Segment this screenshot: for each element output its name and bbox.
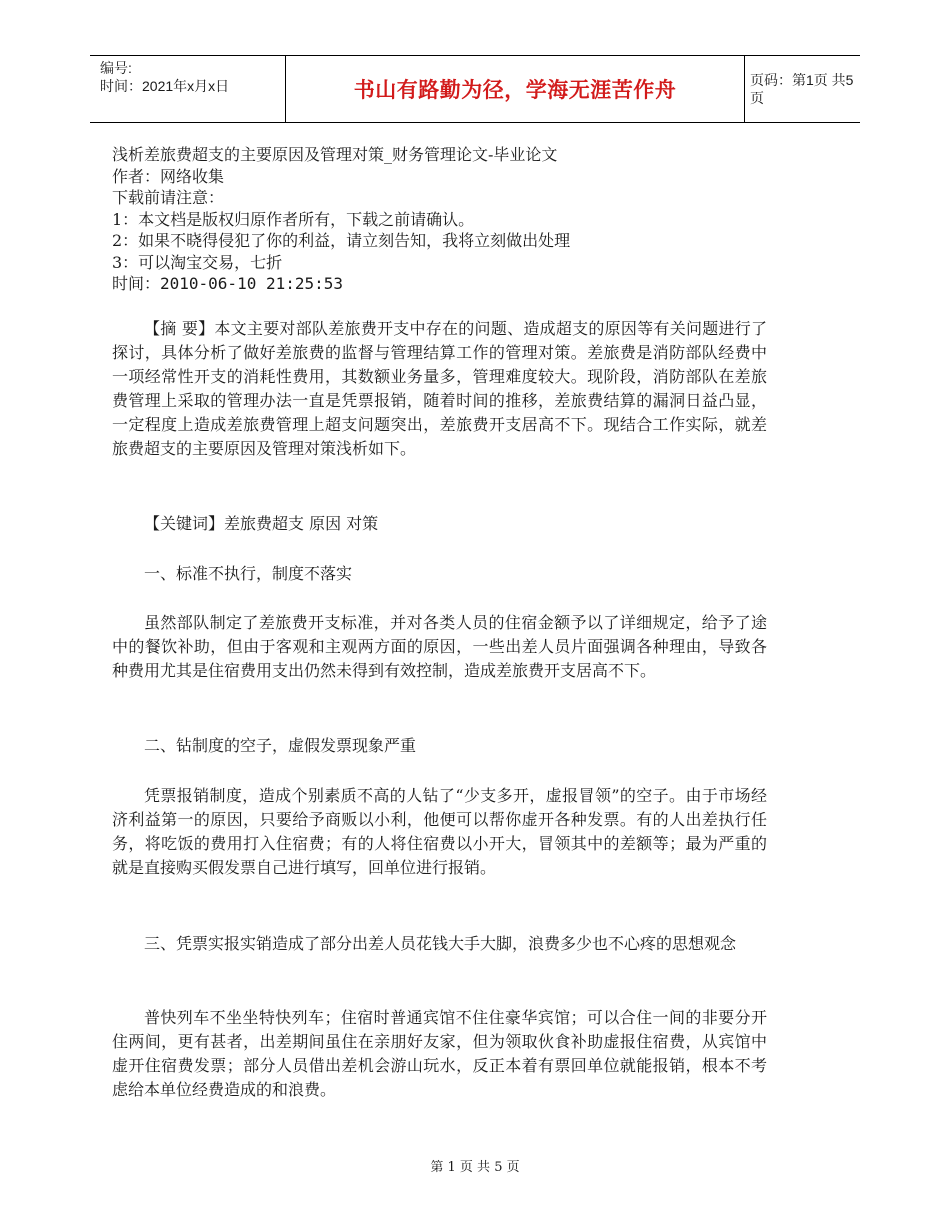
header-page-info: 页码：第1页 共5页 [750, 72, 854, 106]
section-paragraph-3: 普快列车不坐坐特快列车；住宿时普通宾馆不住住豪华宾馆；可以合住一间的非要分开住两间，更有甚者，出差期间虽住在亲朋好友家，但为领取伙食补助虚报住宿费，从宾馆中虚开住宿费发票；部分人员借出差机会游山玩水，反正本着有票回单位就能报销，根本不考虑给本单位经费造成的和浪费。 [112, 1008, 767, 1099]
section-heading-1: 一、标准不执行，制度不落实 [144, 564, 353, 583]
document-time: 时间：2010-06-10 21:25:53 [112, 274, 344, 293]
header-motto: 书山有路勤为径，学海无涯苦作舟 [353, 78, 677, 102]
download-notice-3: 3：可以淘宝交易，七折 [112, 252, 283, 272]
page-header [90, 55, 860, 123]
document-title: 浅析差旅费超支的主要原因及管理对策_财务管理论文-毕业论文 [112, 145, 558, 164]
download-notice-2: 2：如果不晓得侵犯了你的利益，请立刻告知，我将立刻做出处理 [112, 231, 571, 250]
section-heading-2: 二、钻制度的空子，虚假发票现象严重 [144, 736, 417, 755]
download-notice-1: 1：本文档是版权归原作者所有，下载之前请确认。 [112, 209, 475, 229]
document-time-label: 时间：2021年x月x日 [100, 78, 230, 94]
section-heading-3: 三、凭票实报实销造成了部分出差人员花钱大手大脚，浪费多少也不心疼的思想观念 [144, 934, 737, 953]
download-notice-title: 下载前请注意： [112, 188, 225, 207]
header-right-cell [744, 56, 860, 122]
keywords-line: 【关键词】差旅费超支 原因 对策 [144, 514, 379, 533]
header-left-cell [90, 56, 285, 122]
page-footer: 第 1 页 共 5 页 [430, 1160, 520, 1175]
document-number-label: 编号: [100, 60, 132, 76]
document-meta [112, 144, 767, 295]
section-paragraph-2: 凭票报销制度，造成个别素质不高的人钻了“少支多开，虚报冒领”的空子。由于市场经济利益第一的原因，只要给予商贩以小利，他便可以帮你虚开各种发票。有的人出差执行任务，将吃饭的费用打入住宿费；有的人将住宿费以小开大，冒领其中的差额等；最为严重的就是直接购买假发票自己进行填写，回单位进行报销。 [112, 786, 767, 877]
abstract-paragraph: 【摘 要】本文主要对部队差旅费开支中存在的问题、造成超支的原因等有关问题进行了探讨，具体分析了做好差旅费的监督与管理结算工作的管理对策。差旅费是消防部队经费中一项经常性开支的消耗性费用，其数额业务量多，管理难度较大。现阶段，消防部队在差旅费管理上采取的管理办法一直是凭票报销，随着时间的推移，差旅费结算的漏洞日益凸显，一定程度上造成差旅费管理上超支问题突出，差旅费开支居高不下。现结合工作实际，就差旅费超支的主要原因及管理对策浅析如下。 [112, 319, 767, 458]
header-motto-cell [285, 56, 745, 122]
document-author: 作者：网络收集 [112, 166, 225, 186]
section-paragraph-1: 虽然部队制定了差旅费开支标准，并对各类人员的住宿金额予以了详细规定，给予了途中的餐饮补助，但由于客观和主观两方面的原因，一些出差人员片面强调各种理由，导致各种费用尤其是住宿费用支出仍然未得到有效控制，造成差旅费开支居高不下。 [112, 613, 767, 680]
